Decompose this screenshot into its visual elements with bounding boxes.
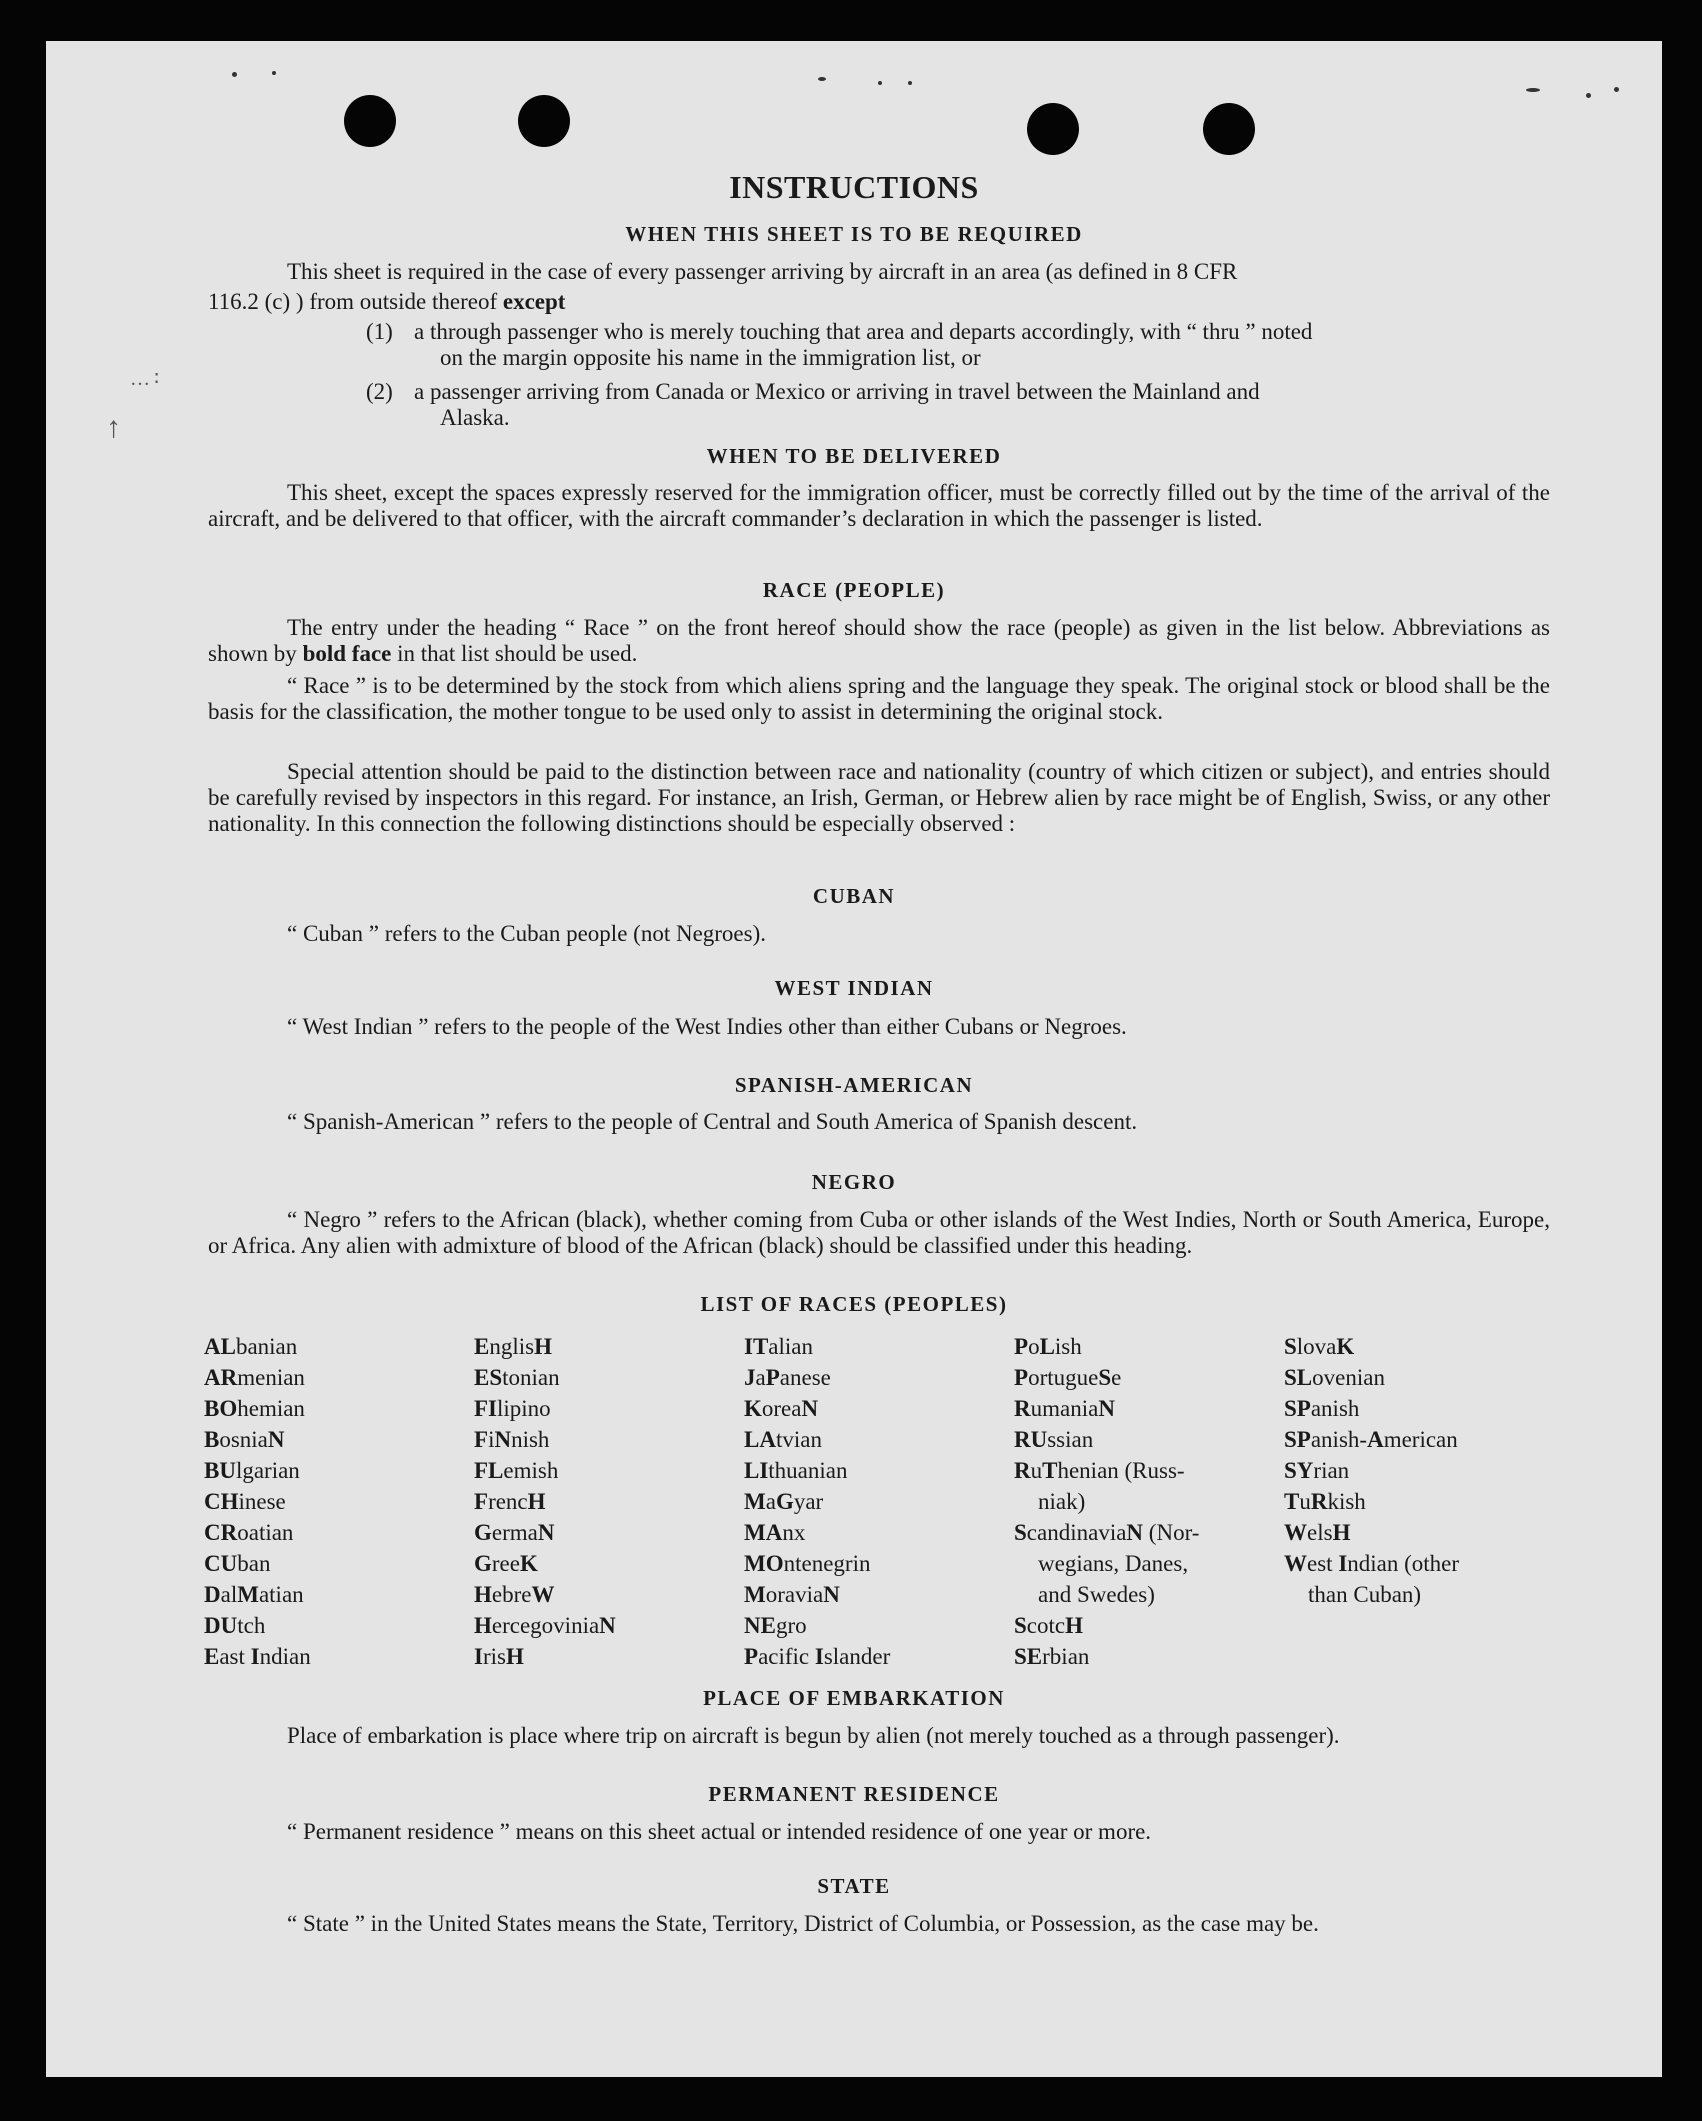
race-name-text: ree xyxy=(491,1551,520,1576)
paragraph: This sheet, except the spaces expressly reserved for the immigration officer, must be correctly filled out by the time of the arrival of the aircraft, and be delivered to that officer, with the aircraft commander’s declaration in which the passenger is listed. xyxy=(208,480,1550,531)
race-entry xyxy=(474,1331,616,1362)
race-name-text: ortugue xyxy=(1028,1365,1099,1390)
punch-hole xyxy=(518,95,570,147)
race-abbrev-letters: IT xyxy=(744,1334,769,1359)
ink-speck xyxy=(818,77,826,81)
paragraph: “ Negro ” refers to the African (black), whether coming from Cuba or other islands of the West Indies, North or South America, Europe, or Africa. Any alien with admixture of blood of the African (black) should be classified under this heading. xyxy=(208,1207,1550,1258)
race-name-continuation: and Swedes) xyxy=(1038,1582,1155,1607)
race-abbrev-letters: FL xyxy=(474,1458,504,1483)
race-abbrev-letters: P xyxy=(765,1365,780,1390)
race-abbrev-letters: E xyxy=(474,1334,490,1359)
paragraph xyxy=(208,289,1550,315)
race-abbrev-letters: SY xyxy=(1284,1458,1314,1483)
section-heading: WHEN TO BE DELIVERED xyxy=(706,444,1002,468)
race-abbrev-letters: ES xyxy=(474,1365,503,1390)
paragraph: “ Cuban ” refers to the Cuban people (not Negroes). xyxy=(287,921,767,946)
race-name-text: lova xyxy=(1296,1334,1337,1359)
race-entry xyxy=(204,1610,311,1641)
race-name-text: yar xyxy=(793,1489,824,1514)
race-abbrev-letters: SE xyxy=(1014,1644,1043,1669)
race-abbrev-letters: S xyxy=(1284,1334,1297,1359)
race-name-text: ercegovinia xyxy=(491,1613,600,1638)
race-abbrev-letters: A xyxy=(1367,1427,1384,1452)
text-line: This sheet is required in the case of every passenger arriving by aircraft in an area (as defined in 8 CFR xyxy=(287,259,1238,284)
section-heading: SPANISH-AMERICAN xyxy=(734,1073,974,1097)
race-entry xyxy=(1284,1548,1459,1610)
race-entry xyxy=(1284,1455,1459,1486)
race-name-text: oatian xyxy=(237,1520,294,1545)
race-entry xyxy=(204,1331,311,1362)
section-heading: WHEN THIS SHEET IS TO BE REQUIRED xyxy=(625,222,1083,246)
ink-speck xyxy=(878,81,882,85)
ink-speck xyxy=(1586,93,1591,98)
race-entry xyxy=(474,1641,616,1672)
section-heading: CUBAN xyxy=(812,884,896,908)
race-abbrev-letters: W xyxy=(531,1582,555,1607)
race-abbrev-letters: RU xyxy=(1014,1427,1048,1452)
bold-text: except xyxy=(502,289,566,314)
race-name-text: umania xyxy=(1030,1396,1099,1421)
race-name-text: ish xyxy=(1054,1334,1082,1359)
race-entry xyxy=(204,1424,311,1455)
race-name-text: tch xyxy=(237,1613,266,1638)
section-heading: WEST INDIAN xyxy=(774,976,934,1000)
race-name-text: u xyxy=(1299,1489,1311,1514)
race-name-text: ban xyxy=(237,1551,271,1576)
race-name-text: banian xyxy=(235,1334,298,1359)
race-entry xyxy=(744,1517,890,1548)
race-entry xyxy=(1014,1331,1199,1362)
race-name-text: rian xyxy=(1313,1458,1350,1483)
race-name-continuation: niak) xyxy=(1038,1489,1086,1514)
race-name-text: ndian (other xyxy=(1347,1551,1460,1576)
race-abbrev-letters: M xyxy=(744,1489,766,1514)
race-abbrev-letters: SL xyxy=(1284,1365,1313,1390)
race-abbrev-letters: P xyxy=(1014,1334,1029,1359)
punch-hole xyxy=(344,95,396,147)
race-name-text: tvian xyxy=(775,1427,822,1452)
race-name-text: anish- xyxy=(1310,1427,1368,1452)
race-name-text: ast xyxy=(219,1644,251,1669)
race-entry xyxy=(474,1548,616,1579)
margin-smudge: ↑ xyxy=(106,411,121,444)
race-abbrev-letters: I xyxy=(250,1644,260,1669)
ink-speck xyxy=(1526,88,1540,92)
list-number: (2) xyxy=(366,379,393,404)
race-abbrev-letters: F xyxy=(474,1427,489,1452)
race-abbrev-letters: R xyxy=(1310,1489,1328,1514)
race-entry xyxy=(744,1486,890,1517)
paragraph: “ State ” in the United States means the State, Territory, District of Columbia, or Possession, as the case may be. xyxy=(287,1911,1319,1936)
race-name-text: candinavia xyxy=(1026,1520,1127,1545)
race-abbrev-letters: G xyxy=(474,1520,492,1545)
race-abbrev-letters: F xyxy=(474,1489,489,1514)
race-abbrev-letters: LI xyxy=(744,1458,769,1483)
text-segment: The entry under the heading “ Race ” on the front hereof should show the race (people) as given in the list below. Abbreviations as shown by xyxy=(208,615,1550,666)
race-name-text: emish xyxy=(503,1458,559,1483)
list-item xyxy=(366,379,1550,431)
race-abbrev-letters: W xyxy=(1284,1551,1307,1576)
race-name-text: slander xyxy=(823,1644,891,1669)
race-abbrev-letters: N xyxy=(1098,1396,1115,1421)
race-abbrev-letters: H xyxy=(474,1582,492,1607)
race-name-text: atian xyxy=(258,1582,304,1607)
page-title: INSTRUCTIONS xyxy=(729,169,979,205)
race-entry xyxy=(474,1455,616,1486)
race-abbrev-letters: H xyxy=(474,1613,492,1638)
list-text: Alaska. xyxy=(440,405,510,430)
race-name-text: anish xyxy=(1310,1396,1360,1421)
text-line: 116.2 (c) ) from outside thereof xyxy=(208,289,498,314)
ink-speck xyxy=(1614,87,1619,92)
race-abbrev-letters: CR xyxy=(204,1520,238,1545)
race-name-continuation: than Cuban) xyxy=(1308,1582,1422,1607)
race-name-text: e xyxy=(1111,1365,1122,1390)
race-abbrev-letters: T xyxy=(1284,1489,1300,1514)
list-text: a through passenger who is merely touching that area and departs accordingly, with “ thru ” noted xyxy=(414,319,1313,344)
race-abbrev-letters: SP xyxy=(1284,1396,1311,1421)
race-entry xyxy=(744,1393,890,1424)
race-entry xyxy=(1014,1641,1199,1672)
race-name-text: ndian xyxy=(259,1644,311,1669)
paragraph: “ Permanent residence ” means on this sheet actual or intended residence of one year or more. xyxy=(287,1819,1152,1844)
race-abbrev-letters: M xyxy=(237,1582,259,1607)
races-column xyxy=(1284,1331,1459,1610)
race-name-text: els xyxy=(1307,1520,1333,1545)
race-abbrev-letters: B xyxy=(204,1427,220,1452)
race-entry xyxy=(474,1486,616,1517)
section-heading: NEGRO xyxy=(811,1170,897,1194)
race-name-text: nglis xyxy=(489,1334,535,1359)
margin-smudge: … ∶ xyxy=(126,368,160,390)
race-abbrev-letters: N xyxy=(823,1582,840,1607)
race-entry xyxy=(474,1579,616,1610)
race-entry xyxy=(744,1548,890,1579)
race-abbrev-letters: AR xyxy=(204,1365,238,1390)
race-abbrev-letters: S xyxy=(1098,1365,1112,1390)
race-abbrev-letters: MO xyxy=(744,1551,784,1576)
race-name-text: henian (Russ- xyxy=(1057,1458,1185,1483)
race-name-text: o xyxy=(1028,1334,1040,1359)
list-item xyxy=(366,319,1550,371)
race-entry xyxy=(474,1393,616,1424)
race-name-text: est xyxy=(1307,1551,1339,1576)
paragraph xyxy=(208,615,1550,667)
race-abbrev-letters: K xyxy=(744,1396,762,1421)
race-entry xyxy=(204,1579,311,1610)
race-entry xyxy=(204,1641,311,1672)
race-entry xyxy=(1014,1393,1199,1424)
race-entry xyxy=(1014,1424,1199,1455)
race-abbrev-letters: M xyxy=(744,1582,766,1607)
race-abbrev-letters: T xyxy=(1042,1458,1058,1483)
race-name-text: orea xyxy=(761,1396,802,1421)
race-abbrev-letters: BO xyxy=(204,1396,238,1421)
text-segment: in that list should be used. xyxy=(397,641,638,666)
race-abbrev-letters: S xyxy=(1014,1613,1027,1638)
race-abbrev-letters: G xyxy=(474,1551,492,1576)
race-name-text: lgarian xyxy=(235,1458,300,1483)
paragraph: Place of embarkation is place where trip on aircraft is begun by alien (not merely touched as a through passenger). xyxy=(287,1723,1340,1748)
race-name-text: renc xyxy=(488,1489,528,1514)
race-abbrev-letters: N xyxy=(1126,1520,1144,1545)
section-heading: LIST OF RACES (PEOPLES) xyxy=(700,1292,1008,1316)
race-abbrev-letters: DU xyxy=(204,1613,238,1638)
race-name-text: a xyxy=(765,1489,776,1514)
race-abbrev-letters: J xyxy=(744,1365,756,1390)
race-abbrev-letters: G xyxy=(775,1489,794,1514)
race-entry xyxy=(474,1610,616,1641)
section-heading: PLACE OF EMBARKATION xyxy=(703,1686,1005,1710)
race-entry xyxy=(1284,1362,1459,1393)
punch-hole xyxy=(1027,103,1079,155)
race-abbrev-letters: W xyxy=(1284,1520,1307,1545)
race-name-text: ris xyxy=(482,1644,506,1669)
race-entry xyxy=(744,1641,890,1672)
race-abbrev-letters: E xyxy=(204,1644,220,1669)
race-abbrev-letters: S xyxy=(1014,1520,1027,1545)
race-abbrev-letters: L xyxy=(1039,1334,1055,1359)
document-page xyxy=(46,41,1662,2077)
race-name-text: acific xyxy=(758,1644,815,1669)
race-abbrev-letters: H xyxy=(1065,1613,1083,1638)
race-abbrev-letters: MA xyxy=(744,1520,783,1545)
race-abbrev-letters: K xyxy=(1336,1334,1355,1359)
race-abbrev-letters: N xyxy=(599,1613,616,1638)
list-text: a passenger arriving from Canada or Mexico or arriving in travel between the Mainland and xyxy=(414,379,1260,404)
race-abbrev-letters: K xyxy=(519,1551,538,1576)
race-name-text: a xyxy=(755,1365,766,1390)
race-entry xyxy=(204,1455,311,1486)
race-name-text: anese xyxy=(779,1365,831,1390)
race-entry xyxy=(744,1610,890,1641)
paragraph: “ Race ” is to be determined by the stock from which aliens spring and the language they speak. The original stock or blood shall be the basis for the classification, the mother tongue to be used only to assist in determining the original stock. xyxy=(208,673,1550,724)
race-abbrev-letters: AL xyxy=(204,1334,236,1359)
race-name-text: cotc xyxy=(1026,1613,1066,1638)
section-heading: RACE (PEOPLE) xyxy=(762,578,946,602)
ink-speck xyxy=(272,71,276,75)
race-abbrev-letters: I xyxy=(1338,1551,1348,1576)
paragraph: “ West Indian ” refers to the people of the West Indies other than either Cubans or Negroes. xyxy=(287,1014,1127,1039)
race-abbrev-letters: H xyxy=(527,1489,546,1514)
race-name-text: gro xyxy=(775,1613,807,1638)
list-number: (1) xyxy=(366,319,393,344)
race-name-text: nish xyxy=(511,1427,550,1452)
race-name-text: al xyxy=(220,1582,238,1607)
section-heading: PERMANENT RESIDENCE xyxy=(708,1782,1000,1806)
race-entry xyxy=(1014,1455,1199,1517)
race-abbrev-letters: BU xyxy=(204,1458,236,1483)
race-entry xyxy=(744,1455,890,1486)
race-name-text: tonian xyxy=(502,1365,560,1390)
race-name-text: merican xyxy=(1383,1427,1458,1452)
race-abbrev-letters: P xyxy=(744,1644,759,1669)
race-abbrev-letters: CH xyxy=(204,1489,239,1514)
race-name-text: i xyxy=(488,1427,495,1452)
race-entry xyxy=(1014,1517,1199,1610)
race-abbrev-letters: H xyxy=(505,1644,524,1669)
race-entry xyxy=(744,1331,890,1362)
race-name-text: (Nor- xyxy=(1143,1520,1200,1545)
race-name-text: osnia xyxy=(219,1427,268,1452)
race-name-text: nx xyxy=(782,1520,806,1545)
race-abbrev-letters: H xyxy=(1332,1520,1351,1545)
race-entry xyxy=(474,1362,616,1393)
race-abbrev-letters: N xyxy=(494,1427,512,1452)
race-abbrev-letters: N xyxy=(537,1520,555,1545)
race-entry xyxy=(474,1517,616,1548)
race-abbrev-letters: H xyxy=(534,1334,552,1359)
race-abbrev-letters: NE xyxy=(744,1613,776,1638)
list-text: on the margin opposite his name in the immigration list, or xyxy=(440,345,981,370)
race-name-text: hemian xyxy=(237,1396,305,1421)
ink-speck xyxy=(232,72,237,77)
race-name-text: ntenegrin xyxy=(783,1551,871,1576)
race-name-text: menian xyxy=(237,1365,305,1390)
race-entry xyxy=(204,1486,311,1517)
section-heading: STATE xyxy=(817,1874,891,1898)
races-column xyxy=(204,1331,311,1672)
races-column xyxy=(474,1331,616,1672)
race-abbrev-letters: R xyxy=(1014,1396,1031,1421)
race-entry xyxy=(744,1362,890,1393)
paragraph xyxy=(208,259,1550,285)
race-entry xyxy=(1284,1517,1459,1548)
paragraph: “ Spanish-American ” refers to the people of Central and South America of Spanish descent. xyxy=(287,1109,1138,1134)
race-name-text: lipino xyxy=(497,1396,551,1421)
punch-hole xyxy=(1203,103,1255,155)
race-abbrev-letters: FI xyxy=(474,1396,497,1421)
bold-text: bold face xyxy=(302,641,392,666)
race-name-text: u xyxy=(1030,1458,1043,1483)
race-abbrev-letters: SP xyxy=(1284,1427,1311,1452)
paragraph: Special attention should be paid to the distinction between race and nationality (country of which citizen or subject), and entries should be carefully revised by inspectors in this regard. For instance, an Irish, German, or Hebrew alien by race might be of English, Swiss, or any other nationality. In this connection the following distinctions should be especially observed : xyxy=(208,759,1550,836)
race-entry xyxy=(204,1362,311,1393)
race-entry xyxy=(1014,1610,1199,1641)
race-name-text: ssian xyxy=(1047,1427,1094,1452)
race-name-text: ovenian xyxy=(1312,1365,1385,1390)
race-entry xyxy=(204,1517,311,1548)
race-entry xyxy=(1284,1331,1459,1362)
race-entry xyxy=(204,1393,311,1424)
race-name-text: thuanian xyxy=(768,1458,848,1483)
race-abbrev-letters: I xyxy=(474,1644,483,1669)
race-abbrev-letters: I xyxy=(814,1644,824,1669)
race-name-text: erma xyxy=(491,1520,538,1545)
race-abbrev-letters: N xyxy=(801,1396,819,1421)
race-entry xyxy=(1284,1393,1459,1424)
race-name-text: rbian xyxy=(1042,1644,1090,1669)
race-name-continuation: wegians, Danes, xyxy=(1038,1551,1189,1576)
race-name-text: inese xyxy=(238,1489,286,1514)
race-entry xyxy=(744,1579,890,1610)
race-abbrev-letters: CU xyxy=(204,1551,238,1576)
race-name-text: kish xyxy=(1327,1489,1366,1514)
race-abbrev-letters: LA xyxy=(744,1427,776,1452)
race-name-text: oravia xyxy=(765,1582,824,1607)
race-entry xyxy=(204,1548,311,1579)
race-abbrev-letters: D xyxy=(204,1582,221,1607)
races-column xyxy=(1014,1331,1199,1672)
race-name-text: ebre xyxy=(491,1582,532,1607)
ink-speck xyxy=(908,81,912,85)
race-abbrev-letters: R xyxy=(1014,1458,1031,1483)
race-entry xyxy=(1284,1424,1459,1455)
race-entry xyxy=(474,1424,616,1455)
race-entry xyxy=(1284,1486,1459,1517)
race-entry xyxy=(1014,1362,1199,1393)
race-entry xyxy=(744,1424,890,1455)
races-column xyxy=(744,1331,890,1672)
race-abbrev-letters: N xyxy=(267,1427,285,1452)
race-abbrev-letters: P xyxy=(1014,1365,1029,1390)
race-name-text: alian xyxy=(768,1334,813,1359)
